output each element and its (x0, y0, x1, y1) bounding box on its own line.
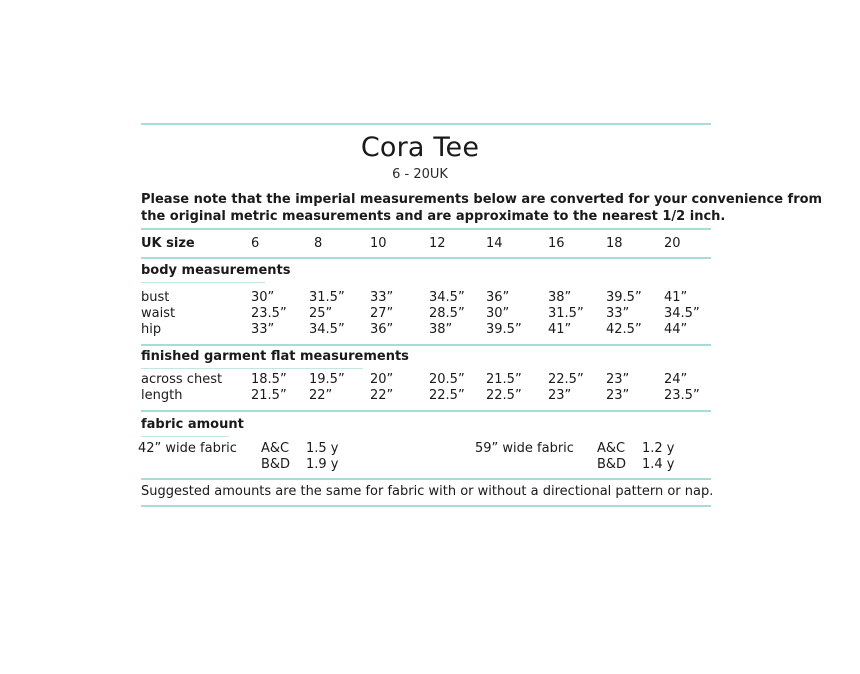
size-header-16: 16 (548, 236, 565, 251)
length-6: 21.5” (251, 388, 287, 403)
waist-12: 28.5” (429, 306, 465, 321)
bust-12: 34.5” (429, 290, 465, 305)
fabric-59-code-bd: B&D (597, 457, 627, 472)
across-chest-18: 23” (606, 372, 630, 387)
bust-18: 39.5” (606, 290, 642, 305)
footer-note: Suggested amounts are the same for fabric with or without a directional pattern or nap. (141, 484, 714, 499)
finished-measurements-title: finished garment flat measurements (141, 349, 409, 364)
conversion-note-line-1: Please note that the imperial measurements below are converted for your convenience from (141, 192, 823, 207)
page-subtitle: 6 - 20UK (392, 167, 448, 182)
page-title: Cora Tee (360, 132, 480, 163)
fabric-42-code-ac: A&C (261, 441, 290, 456)
across-chest-10: 20” (370, 372, 394, 387)
size-header-20: 20 (664, 236, 681, 251)
bust-14: 36” (486, 290, 510, 305)
bust-10: 33” (370, 290, 394, 305)
fabric-59-code-ac: A&C (597, 441, 626, 456)
across-chest-16: 22.5” (548, 372, 584, 387)
size-header-6: 6 (251, 236, 260, 251)
fabric-width-59: 59” wide fabric (475, 441, 574, 456)
length-14: 22.5” (486, 388, 522, 403)
hip-6: 33” (251, 322, 275, 337)
across-chest-12: 20.5” (429, 372, 465, 387)
size-header-8: 8 (314, 236, 323, 251)
waist-20: 34.5” (664, 306, 700, 321)
across-chest-14: 21.5” (486, 372, 522, 387)
hip-12: 38” (429, 322, 453, 337)
waist-18: 33” (606, 306, 630, 321)
length-12: 22.5” (429, 388, 465, 403)
body-measurements-title: body measurements (141, 263, 291, 278)
row-label-across-chest: across chest (141, 372, 223, 387)
length-10: 22” (370, 388, 394, 403)
size-header-14: 14 (486, 236, 503, 251)
waist-6: 23.5” (251, 306, 287, 321)
across-chest-20: 24” (664, 372, 688, 387)
size-header-18: 18 (606, 236, 623, 251)
bust-8: 31.5” (309, 290, 345, 305)
waist-14: 30” (486, 306, 510, 321)
hip-16: 41” (548, 322, 572, 337)
fabric-59-amount-bd: 1.4 y (642, 457, 675, 472)
rule-below-size-header (141, 257, 711, 259)
size-header-12: 12 (429, 236, 446, 251)
waist-8: 25” (309, 306, 333, 321)
fabric-amount-underline (141, 436, 229, 437)
waist-16: 31.5” (548, 306, 584, 321)
bust-6: 30” (251, 290, 275, 305)
rule-below-body-measurements (141, 344, 711, 346)
body-measurements-underline (141, 282, 265, 283)
hip-8: 34.5” (309, 322, 345, 337)
hip-14: 39.5” (486, 322, 522, 337)
bust-16: 38” (548, 290, 572, 305)
hip-10: 36” (370, 322, 394, 337)
row-label-waist: waist (141, 306, 176, 321)
size-header-label: UK size (141, 236, 195, 251)
bust-20: 41” (664, 290, 688, 305)
length-18: 23” (606, 388, 630, 403)
top-rule (141, 123, 711, 125)
fabric-59-amount-ac: 1.2 y (642, 441, 675, 456)
rule-below-fabric (141, 478, 711, 480)
finished-measurements-underline (141, 368, 363, 369)
row-label-length: length (141, 388, 183, 403)
length-8: 22” (309, 388, 333, 403)
waist-10: 27” (370, 306, 394, 321)
row-label-bust: bust (141, 290, 170, 305)
hip-18: 42.5” (606, 322, 642, 337)
size-header-10: 10 (370, 236, 387, 251)
hip-20: 44” (664, 322, 688, 337)
length-16: 23” (548, 388, 572, 403)
fabric-amount-title: fabric amount (141, 417, 244, 432)
bottom-rule (141, 505, 711, 507)
fabric-width-42: 42” wide fabric (138, 441, 237, 456)
fabric-42-amount-ac: 1.5 y (306, 441, 339, 456)
fabric-42-amount-bd: 1.9 y (306, 457, 339, 472)
row-label-hip: hip (141, 322, 162, 337)
across-chest-6: 18.5” (251, 372, 287, 387)
rule-below-finished-measurements (141, 410, 711, 412)
fabric-42-code-bd: B&D (261, 457, 291, 472)
conversion-note-line-2: the original metric measurements and are approximate to the nearest 1/2 inch. (141, 209, 726, 224)
across-chest-8: 19.5” (309, 372, 345, 387)
length-20: 23.5” (664, 388, 700, 403)
rule-below-note (141, 228, 711, 230)
